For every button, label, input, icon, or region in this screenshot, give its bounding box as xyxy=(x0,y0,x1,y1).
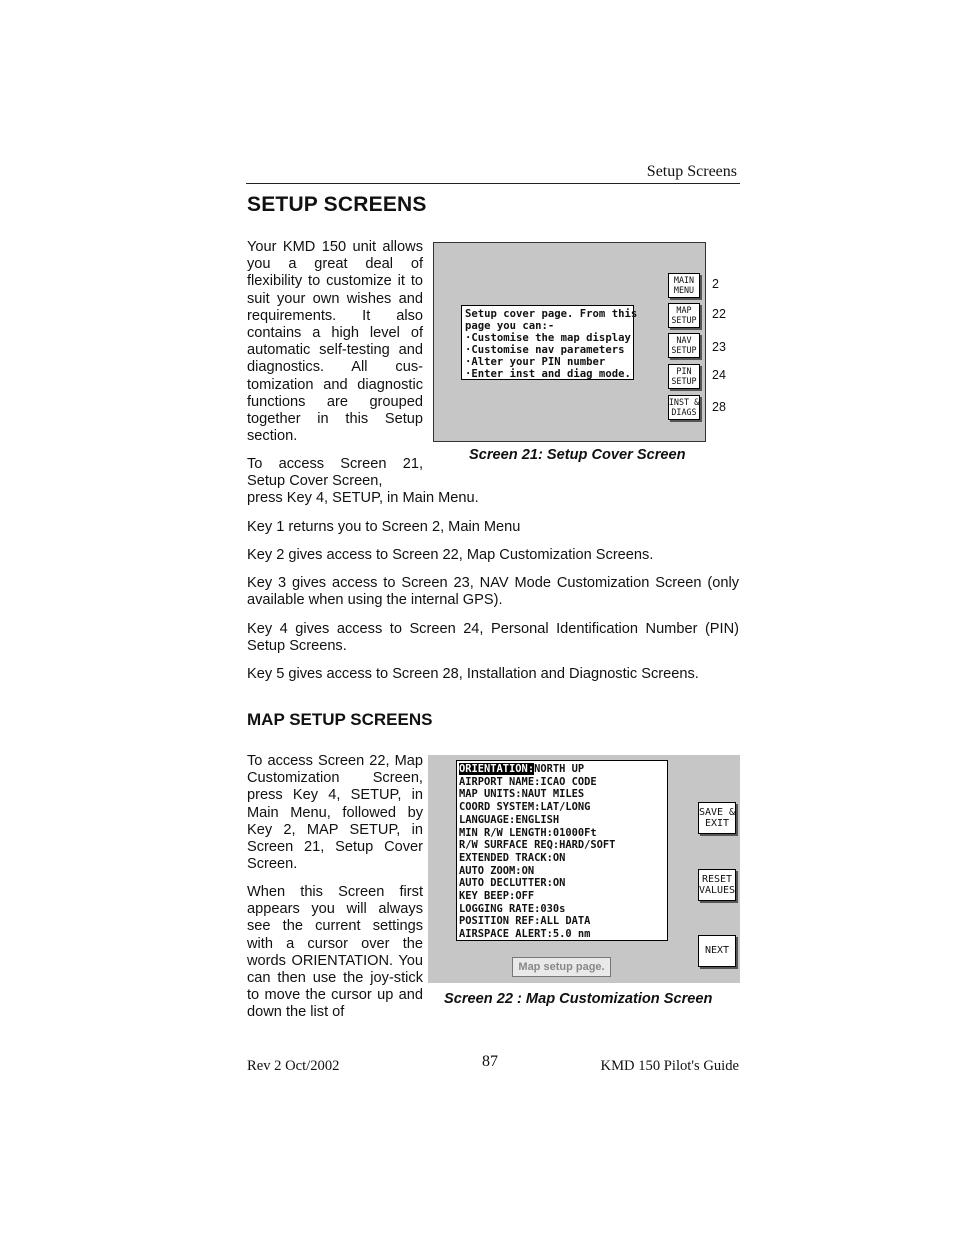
setting-label: AUTO DECLUTTER: xyxy=(459,877,553,890)
setting-row[interactable] xyxy=(459,890,665,903)
setting-value: ON xyxy=(521,864,535,877)
setup-cover-text-box: Setup cover page. From this page you can:- ·Customise the map display ·Customise nav parameters ·Alter your PIN number ·Enter inst and diag mode. xyxy=(461,305,634,380)
setting-value: NORTH UP xyxy=(534,763,585,775)
setting-value: ON xyxy=(552,851,566,864)
setting-label: ORIENTATION: xyxy=(459,763,535,775)
setting-row[interactable] xyxy=(459,915,665,928)
key-screen-number: 22 xyxy=(712,307,726,321)
header-rule xyxy=(246,183,740,184)
access-screen-21-tail: press Key 4, SETUP, in Main Menu. xyxy=(247,490,479,506)
map-setup-note: Map setup page. xyxy=(512,957,611,977)
map-setup-softkey[interactable]: MAP SETUP xyxy=(668,303,700,328)
setting-value: LAT/LONG xyxy=(540,801,591,814)
setting-value: ICAO CODE xyxy=(540,775,597,788)
setting-label: AIRSPACE ALERT: xyxy=(459,928,553,941)
key-screen-number: 28 xyxy=(712,400,726,414)
map-access-paragraph: To access Screen 22, Map Customization Screen, press Key 4, SETUP, in Main Menu, followed by Key 2, MAP SETUP, in Screen 21, Setup Cover Screen. xyxy=(247,753,423,873)
key-5-description: Key 5 gives access to Screen 28, Installation and Diagnostic Screens. xyxy=(247,666,699,682)
setting-value: ALL DATA xyxy=(540,915,591,928)
main-menu-softkey[interactable]: MAIN MENU xyxy=(668,273,700,298)
setting-row[interactable] xyxy=(459,801,665,814)
key-1-description: Key 1 returns you to Screen 2, Main Menu xyxy=(247,519,521,535)
setting-row[interactable] xyxy=(459,928,665,941)
setting-row[interactable] xyxy=(459,903,665,916)
setting-value: 5.0 nm xyxy=(552,928,591,941)
screen-21-display xyxy=(433,242,706,442)
key-4-description: Key 4 gives access to Screen 24, Personal Identification Number (PIN) Setup Screens. xyxy=(247,621,739,655)
map-settings-list xyxy=(456,760,668,941)
footer-revision: Rev 2 Oct/2002 xyxy=(247,1058,340,1074)
setting-label: EXTENDED TRACK: xyxy=(459,851,553,864)
setting-label: AIRPORT NAME: xyxy=(459,775,541,788)
setting-value: NAUT MILES xyxy=(521,788,585,801)
next-softkey[interactable]: NEXT xyxy=(698,935,736,967)
setting-row[interactable] xyxy=(459,763,665,776)
key-screen-number: 23 xyxy=(712,340,726,354)
key-screen-number: 2 xyxy=(712,277,719,291)
key-screen-number: 24 xyxy=(712,368,726,382)
setting-label: AUTO ZOOM: xyxy=(459,864,522,877)
section-title-map-setup-screens: MAP SETUP SCREENS xyxy=(247,710,433,729)
setting-label: MIN R/W LENGTH: xyxy=(459,826,553,839)
setting-row[interactable] xyxy=(459,827,665,840)
inst-diags-softkey[interactable]: INST & DIAGS xyxy=(668,395,700,420)
nav-setup-softkey[interactable]: NAV SETUP xyxy=(668,333,700,358)
setting-label: LOGGING RATE: xyxy=(459,902,541,915)
page-number: 87 xyxy=(482,1053,498,1070)
setting-label: POSITION REF: xyxy=(459,915,541,928)
screen-22-caption: Screen 22 : Map Customization Screen xyxy=(444,991,713,1007)
setting-label: LANGUAGE: xyxy=(459,813,516,826)
save-exit-softkey[interactable]: SAVE & EXIT xyxy=(698,802,736,834)
screen-21-caption: Screen 21: Setup Cover Screen xyxy=(469,447,686,463)
setting-label: R/W SURFACE REQ: xyxy=(459,839,560,852)
setting-row[interactable] xyxy=(459,814,665,827)
setting-label: MAP UNITS: xyxy=(459,788,522,801)
access-screen-21-lead: To access Screen 21, Setup Cover Screen, xyxy=(247,456,423,490)
setting-row[interactable] xyxy=(459,776,665,789)
setting-value: ON xyxy=(552,877,566,890)
setting-value: 030s xyxy=(540,902,566,915)
key-2-description: Key 2 gives access to Screen 22, Map Customization Screens. xyxy=(247,547,654,563)
setting-value: 01000Ft xyxy=(552,826,597,839)
setting-value: HARD/SOFT xyxy=(559,839,616,852)
setting-row[interactable] xyxy=(459,865,665,878)
setting-value: OFF xyxy=(515,890,535,903)
cursor-paragraph: When this Screen first appears you will always see the current settings with a cursor over the words ORIENTATION. You can then use the joy-stick to move the cursor up and down the list of xyxy=(247,884,423,1021)
setting-value: ENGLISH xyxy=(515,813,560,826)
running-head: Setup Screens xyxy=(646,163,737,180)
setting-row[interactable] xyxy=(459,788,665,801)
setting-label: COORD SYSTEM: xyxy=(459,801,541,814)
section-title-setup-screens: SETUP SCREENS xyxy=(247,193,427,216)
setting-row[interactable] xyxy=(459,852,665,865)
reset-values-softkey[interactable]: RESET VALUES xyxy=(698,869,736,901)
setting-row[interactable] xyxy=(459,839,665,852)
setting-label: KEY BEEP: xyxy=(459,890,516,903)
key-3-description: Key 3 gives access to Screen 23, NAV Mode Customization Screen (only available when using the internal GPS). xyxy=(247,575,739,609)
screen-22-display xyxy=(428,755,740,983)
pin-setup-softkey[interactable]: PIN SETUP xyxy=(668,364,700,389)
footer-guide-title: KMD 150 Pilot's Guide xyxy=(600,1058,739,1074)
intro-paragraph: Your KMD 150 unit allows you a great deal of flexibility to customize it to suit your own wishes and requirements. It also contains a high level of automatic self-testing and diagnostics. All cus-tomization and diagnostic functions are grouped together in this Setup section. xyxy=(247,239,423,445)
setting-row[interactable] xyxy=(459,877,665,890)
